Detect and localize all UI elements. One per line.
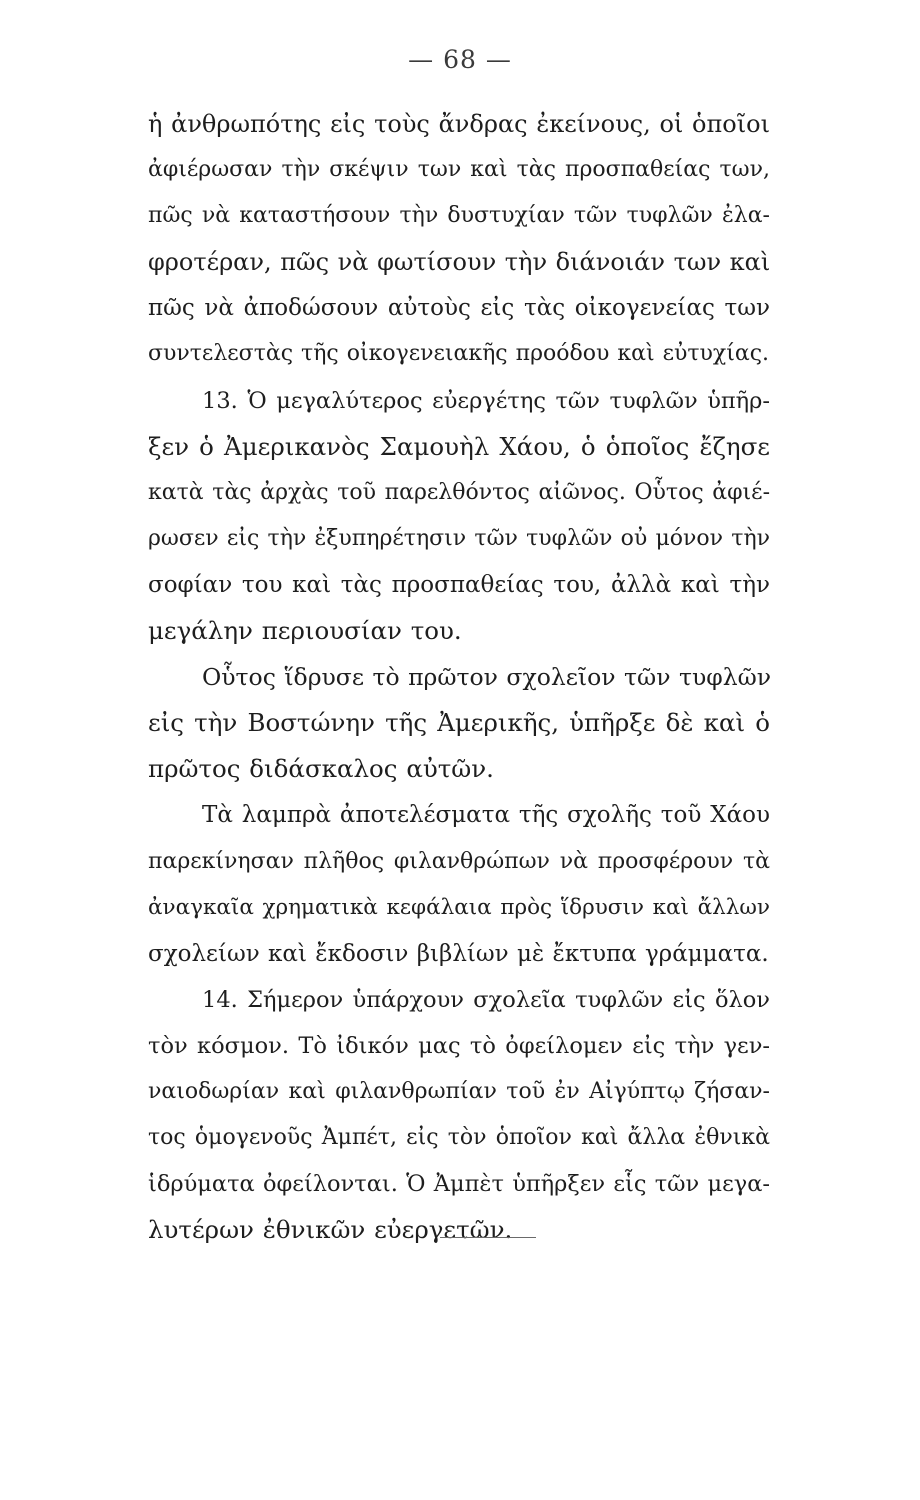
text-line: πῶς νὰ ἀποδώσουν αὐτοὺς εἰς τὰς οἰκογενείας των: [148, 295, 770, 322]
text-line: ἱδρύματα ὀφείλονται. Ὁ Ἀμπὲτ ὑπῆρξεν εἷς τῶν μεγα-: [148, 1171, 770, 1198]
text-line: συντελεστὰς τῆς οἰκογενειακῆς προόδου καὶ εὐτυχίας.: [148, 341, 770, 367]
text-line: ναιοδωρίαν καὶ φιλανθρωπίαν τοῦ ἐν Αἰγύπτῳ ζήσαν-: [148, 1078, 770, 1104]
text-line: 14. Σήμερον ὑπάρχουν σχολεῖα τυφλῶν εἰς ὅλον: [202, 986, 770, 1013]
end-rule-divider: [440, 1237, 536, 1238]
text-line: εἰς τὴν Βοστώνην τῆς Ἀμερικῆς, ὑπῆρξε δὲ καὶ ὁ: [148, 708, 770, 738]
text-line: τὸν κόσμον. Τὸ ἰδικόν μας τὸ ὀφείλομεν εἰς τὴν γεν-: [148, 1032, 770, 1059]
text-line: παρεκίνησαν πλῆθος φιλανθρώπων νὰ προσφέρουν τὰ: [148, 848, 770, 874]
text-line: Τὰ λαμπρὰ ἀποτελέσματα τῆς σχολῆς τοῦ Χάου: [202, 802, 770, 829]
text-line: ξεν ὁ Ἀμερικανὸς Σαμουὴλ Χάου, ὁ ὁποῖος ἔζησε: [148, 431, 770, 461]
text-line: πρῶτος διδάσκαλος αὐτῶν.: [148, 754, 494, 784]
text-line: σχολείων καὶ ἔκδοσιν βιβλίων μὲ ἔκτυπα γράμματα.: [148, 940, 769, 967]
text-line: τος ὁμογενοῦς Ἀμπέτ, εἰς τὸν ὁποῖον καὶ ἄλλα ἐθνικὰ: [148, 1125, 770, 1151]
text-line: μεγάλην περιουσίαν του.: [148, 616, 462, 646]
page-number: — 68 —: [408, 45, 512, 74]
text-line: ἡ ἀνθρωπότης εἰς τοὺς ἄνδρας ἐκείνους, οἱ ὁποῖοι: [148, 110, 770, 138]
text-line: πῶς νὰ καταστήσουν τὴν δυστυχίαν τῶν τυφλῶν ἐλα-: [148, 203, 770, 229]
text-line: ρωσεν εἰς τὴν ἐξυπηρέτησιν τῶν τυφλῶν οὐ μόνον τὴν: [148, 525, 770, 551]
text-line: Οὗτος ἵδρυσε τὸ πρῶτον σχολεῖον τῶν τυφλῶν: [202, 663, 772, 692]
text-line: ἀναγκαῖα χρηματικὰ κεφάλαια πρὸς ἵδρυσιν καὶ ἄλλων: [148, 894, 770, 920]
text-line: φροτέραν, πῶς νὰ φωτίσουν τὴν διάνοιάν των καὶ: [148, 248, 771, 277]
text-line: σοφίαν του καὶ τὰς προσπαθείας του, ἀλλὰ καὶ τὴν: [148, 571, 770, 598]
text-line: κατὰ τὰς ἀρχὰς τοῦ παρελθόντος αἰῶνος. Οὗτος ἀφιέ-: [148, 479, 770, 505]
text-line: 13. Ὁ μεγαλύτερος εὐεργέτης τῶν τυφλῶν ὑπῆρ-: [202, 387, 770, 414]
text-line: ἀφιέρωσαν τὴν σκέψιν των καὶ τὰς προσπαθείας των,: [148, 157, 770, 183]
text-line: λυτέρων ἐθνικῶν εὐεργετῶν.: [148, 1215, 513, 1245]
body-text: [148, 101, 770, 1253]
